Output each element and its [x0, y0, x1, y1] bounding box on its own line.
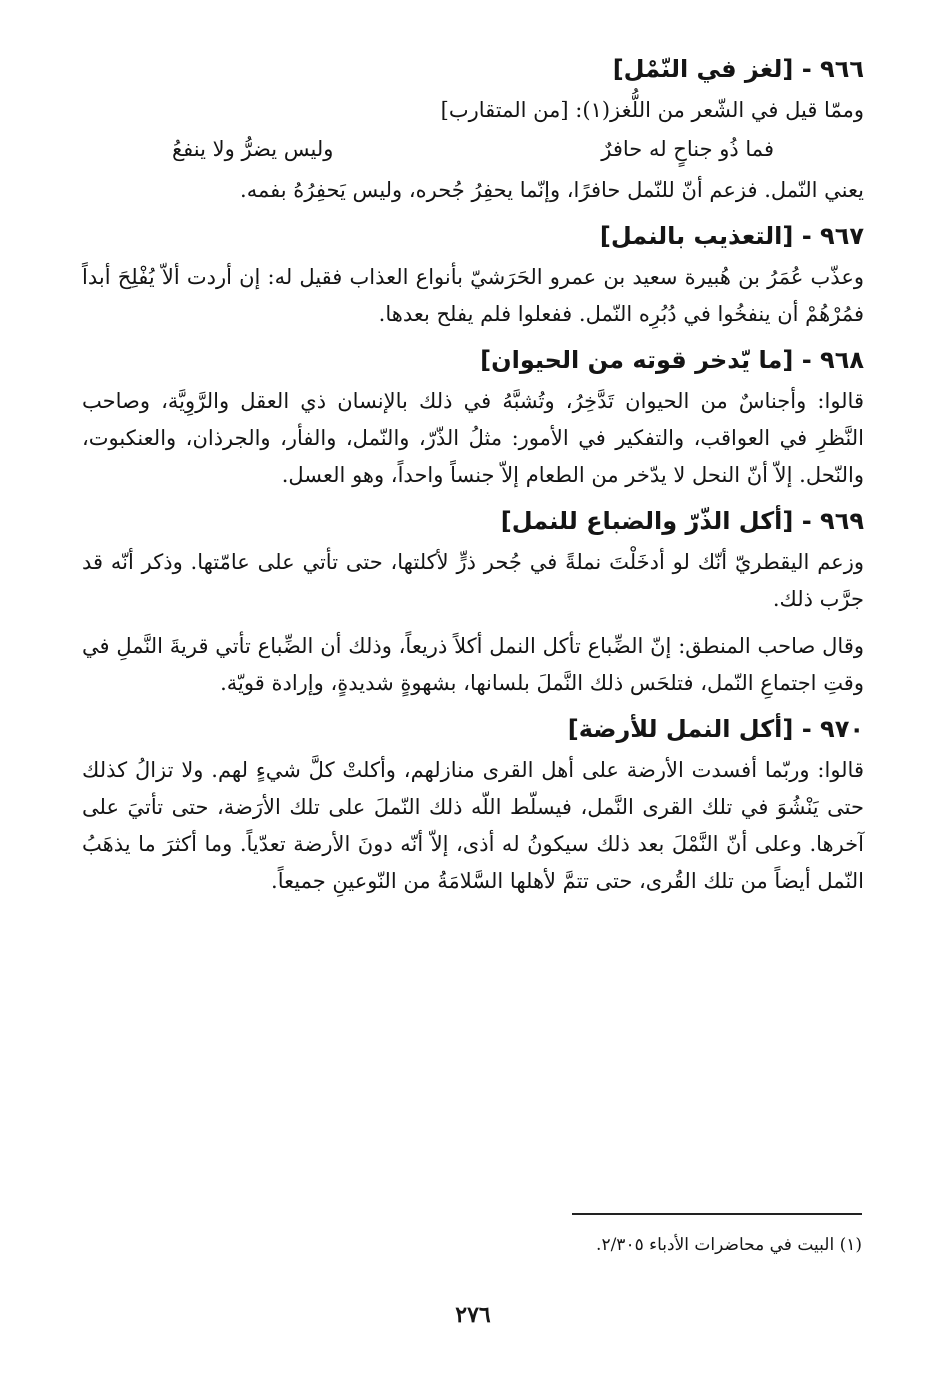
page-number: ٢٧٦ — [455, 1302, 491, 1328]
footnote-separator — [572, 1213, 862, 1215]
section-heading: ٩٧٠ - [أكل النمل للأرضة] — [567, 715, 864, 743]
section-heading: ٩٦٩ - [أكل الذّرّ والضباع للنمل] — [500, 507, 864, 535]
section-969 — [82, 504, 864, 702]
page-body — [82, 52, 864, 910]
section-heading: ٩٦٧ - [التعذيب بالنمل] — [599, 222, 864, 250]
section-966 — [82, 52, 864, 209]
section-heading: ٩٦٦ - [لغز في النّمْل] — [612, 55, 864, 83]
section-heading: ٩٦٨ - [ما يّدخر قوته من الحيوان] — [480, 346, 864, 374]
section-paragraph: قالوا: وأجناسٌ من الحيوان تَدَّخِرُ، وتُشبَّهُ في ذلك بالإنسان ذي العقل والرَّوِيَّة، وصاحب النَّظرِ في العواقب، والتفكير في الأمور: مثلُ الذّرّ، والنّمل، والفأر، والجرذان، والعنكبوت، والنّحل. إلاّ أنّ النحل لا يدّخر من الطعام إلاّ جنساً واحداً، وهو العسل. — [82, 389, 864, 487]
footnote: (١) البيت في محاضرات الأدباء ٢/٣٠٥. — [596, 1235, 862, 1255]
poem-verse — [172, 131, 774, 168]
section-paragraph: وقال صاحب المنطق: إنّ الضِّباع تأكل النمل أكلاً ذريعاً، وذلك أن الضِّباع تأتي قريةَ النَّملِ في وقتِ اجتماعِ النّمل، فتلحَس ذلك النَّملَ بلسانها، بشهوةٍ شديدةٍ، وإرادة قويّة. — [82, 634, 864, 695]
section-970 — [82, 712, 864, 900]
section-paragraph: يعني النّمل. فزعم أنّ للنّمل حافرًا، وإنّما يحفِرُ جُحره، وليس يَحفِرُهُ بفمه. — [240, 178, 864, 202]
verse-second-hemistich: وليس يضرُّ ولا ينفعُ — [172, 137, 334, 161]
section-967 — [82, 219, 864, 333]
section-paragraph: قالوا: وربّما أفسدت الأرضة على أهل القرى منازلهم، وأكلتْ كلَّ شيءٍ لهم. ولا تزالُ كذلك حتى يَنْشُوَ في تلك القرى النَّمل، فيسلّط اللّه ذلك النّملَ على تلك الأرَضة، حتى تأتيَ على آخرها. وعلى أنّ النَّمْلَ بعد ذلك سيكونُ له أذى، إلاّ أنّه دونَ الأرضة تعدّياً. وما أكثرَ ما يذهَبُ النّمل أيضاً من تلك القُرى، حتى تتمَّ لأهلها السَّلامَةُ من النّوعينِ جميعاً. — [82, 758, 864, 893]
section-968 — [82, 343, 864, 494]
verse-intro: وممّا قيل في الشّعر من اللُّغز(١): [من المتقارب] — [440, 98, 864, 122]
section-paragraph: وعذّب عُمَرُ بن هُبيرة سعيد بن عمرو الحَرَشيّ بأنواع العذاب فقيل له: إن أردت ألاّ يُفْلِحَ أبداً فمُرْهُمْ أن ينفخُوا في دُبُرِه النّمل. ففعلوا فلم يفلح بعدها. — [82, 265, 864, 326]
verse-first-hemistich: فما ذُو جناحٍ له حافرٌ — [601, 137, 774, 161]
section-paragraph: وزعم اليقطريّ أنّك لو أدخَلْتَ نملةً في جُحر ذرٍّ لأكلتها، حتى تأتي على عامّتها. وذكر أنّه قد جرَّب ذلك. — [82, 550, 864, 611]
